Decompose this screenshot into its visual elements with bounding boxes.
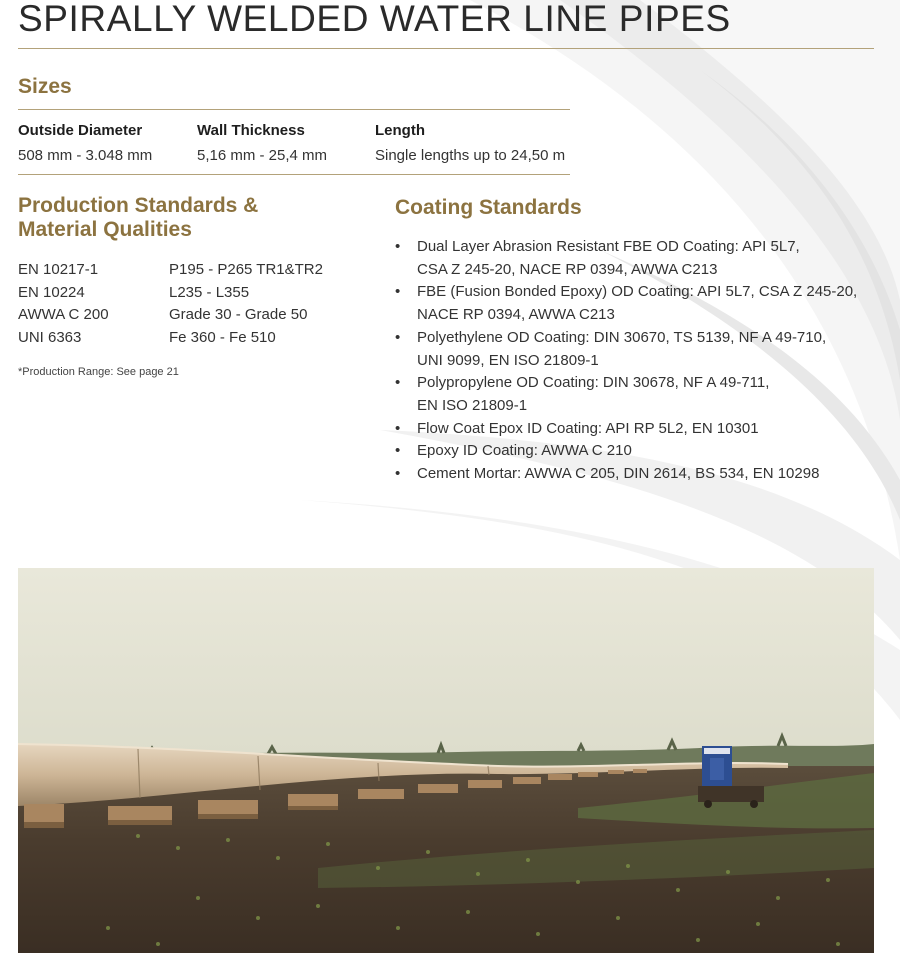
sizes-column-outside-diameter (18, 122, 152, 165)
sizes-heading: Sizes (18, 75, 72, 98)
sizes-column-wall-thickness (197, 122, 327, 165)
material-cell: L235 - L355 (169, 283, 250, 301)
bullet-icon: • (395, 374, 401, 392)
sizes-column-length (375, 122, 565, 165)
bullet-icon: • (395, 419, 401, 437)
production-standards-heading (18, 194, 258, 242)
bullet-icon: • (395, 238, 401, 255)
material-cell: P195 - P265 TR1&TR2 (169, 261, 323, 278)
pipeline-photo-illustration (18, 568, 874, 953)
standard-cell: UNI 6363 (18, 329, 82, 347)
sizes-divider-top (18, 109, 570, 110)
title-divider (18, 48, 874, 49)
coating-item-line1: Flow Coat Epox ID Coating: API RP 5L2, EN 10301 (417, 419, 759, 437)
coating-item-line2: NACE RP 0394, AWWA C213 (417, 306, 615, 324)
sizes-column-value: 5,16 mm - 25,4 mm (197, 147, 328, 164)
coating-item-line1: FBE (Fusion Bonded Epoxy) OD Coating: API 5L7, CSA Z 245-20, (417, 283, 858, 301)
standard-cell: AWWA C 200 (18, 306, 109, 324)
coating-standards-heading: Coating Standards (395, 196, 582, 219)
list-item (395, 418, 875, 441)
coating-item-line2: EN ISO 21809-1 (417, 396, 528, 414)
sizes-column-header: Length (375, 122, 425, 139)
coating-standards-list (395, 236, 875, 486)
bullet-icon: • (395, 442, 401, 460)
material-cell: Grade 30 - Grade 50 (169, 306, 308, 324)
sizes-column-value: 508 mm - 3.048 mm (18, 147, 153, 164)
coating-item-line2: CSA Z 245-20, NACE RP 0394, AWWA C213 (417, 260, 718, 278)
list-item (395, 463, 875, 486)
pipeline-field-photo (18, 568, 874, 953)
coating-item-line1: Polyethylene OD Coating: DIN 30670, TS 5139, NF A 49-710, (417, 328, 827, 346)
standard-cell: EN 10217-1 (18, 261, 99, 278)
coating-item-line2: UNI 9099, EN ISO 21809-1 (417, 351, 599, 369)
sizes-divider-bottom (18, 174, 570, 175)
sizes-column-header: Wall Thickness (197, 122, 305, 139)
bullet-icon: • (395, 283, 401, 301)
coating-item-line1: Polypropylene OD Coating: DIN 30678, NF A 49-711, (417, 374, 770, 392)
list-item (395, 281, 875, 326)
coating-item-line1: Epoxy ID Coating: AWWA C 210 (417, 442, 632, 460)
coating-item-line1: Dual Layer Abrasion Resistant FBE OD Coating: API 5L7, (417, 238, 800, 255)
sizes-column-header: Outside Diameter (18, 122, 143, 139)
bullet-icon: • (395, 328, 401, 346)
bullet-icon: • (395, 465, 401, 483)
list-item (395, 440, 875, 463)
production-range-footnote: *Production Range: See page 21 (18, 366, 179, 378)
production-heading-line2: Material Qualities (18, 218, 192, 241)
page-title: SPIRALLY WELDED WATER LINE PIPES (18, 0, 731, 39)
list-item (395, 372, 875, 417)
sizes-column-value: Single lengths up to 24,50 m (375, 147, 566, 164)
production-heading-line1: Production Standards & (18, 194, 259, 217)
list-item (395, 236, 875, 281)
material-cell: Fe 360 - Fe 510 (169, 329, 276, 347)
list-item (395, 327, 875, 372)
standard-cell: EN 10224 (18, 283, 85, 301)
coating-item-line1: Cement Mortar: AWWA C 205, DIN 2614, BS 534, EN 10298 (417, 465, 820, 483)
